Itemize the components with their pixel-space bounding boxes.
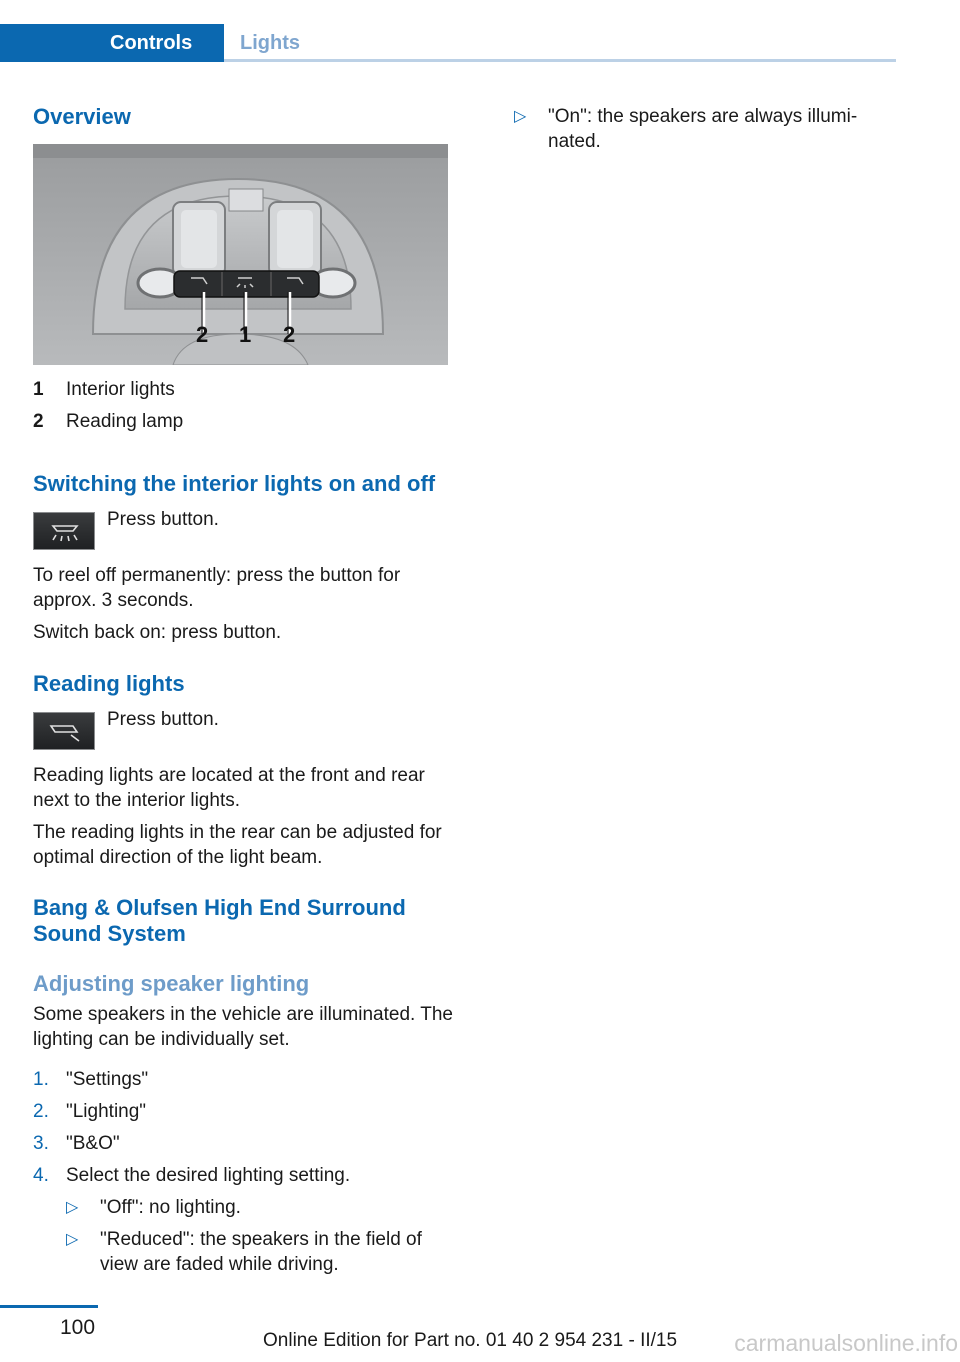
interior-lights-heading: Switching the interior lights on and off	[33, 471, 436, 496]
edition-text: Online Edition for Part no. 01 40 2 954 231 - II/15	[263, 1330, 678, 1351]
legend-number: 2	[33, 411, 44, 432]
bo-heading-line-1: Bang & Olufsen High End Surround	[33, 895, 406, 920]
triangle-bullet-icon: ▷	[66, 1199, 79, 1216]
interior-paragraph-2: Switch back on: press button.	[33, 622, 282, 643]
option-text: "Reduced": the speakers in the field of view are faded while driving.	[100, 1229, 422, 1275]
step-number: 4.	[33, 1165, 49, 1186]
legend-text: Interior lights	[66, 379, 175, 400]
option-text: "On": the speakers are always illuminated.	[548, 106, 858, 152]
overhead-console-illustration	[33, 144, 448, 365]
step-text: "Settings"	[66, 1069, 149, 1090]
header-subsection: Lights	[240, 32, 300, 54]
interior-icon-caption: Press button.	[107, 509, 219, 530]
callout-2-left: 2	[196, 322, 209, 347]
step-number: 2.	[33, 1101, 49, 1122]
interior-paragraph-1: To reel off permanently: press the button for approx. 3 seconds.	[33, 565, 401, 611]
interior-light-button-icon	[33, 512, 95, 550]
reading-lights-heading: Reading lights	[33, 671, 185, 696]
legend-number: 1	[33, 379, 44, 400]
reading-light-button-icon	[33, 712, 95, 750]
header-rule	[224, 59, 896, 62]
header-section: Controls	[110, 32, 193, 54]
triangle-bullet-icon: ▷	[514, 108, 527, 125]
bo-heading-line-2: Sound System	[33, 921, 186, 946]
step-number: 1.	[33, 1069, 49, 1090]
speaker-lighting-subheading: Adjusting speaker lighting	[33, 971, 310, 996]
overview-heading: Overview	[33, 104, 131, 129]
page-number: 100	[60, 1316, 96, 1339]
footer-rule	[0, 1305, 98, 1308]
reading-paragraph-2: The reading lights in the rear can be adjusted for optimal direction of the light beam.	[33, 822, 442, 868]
bo-intro: Some speakers in the vehicle are illuminated. The lighting can be individually set.	[33, 1004, 453, 1050]
callout-1: 1	[239, 322, 252, 347]
reading-paragraph-1: Reading lights are located at the front and rear next to the interior lights.	[33, 765, 425, 811]
step-number: 3.	[33, 1133, 49, 1154]
step-text: "Lighting"	[66, 1101, 147, 1122]
callout-2-right: 2	[283, 322, 296, 347]
option-text: "Off": no lighting.	[100, 1197, 241, 1218]
overhead-console-photo	[33, 144, 448, 365]
reading-icon-caption: Press button.	[107, 709, 219, 730]
triangle-bullet-icon: ▷	[66, 1231, 79, 1248]
step-text: "B&O"	[66, 1133, 120, 1154]
step-text: Select the desired lighting setting.	[66, 1165, 351, 1186]
legend-text: Reading lamp	[66, 411, 184, 432]
watermark: carmanualsonline.info	[734, 1330, 958, 1356]
